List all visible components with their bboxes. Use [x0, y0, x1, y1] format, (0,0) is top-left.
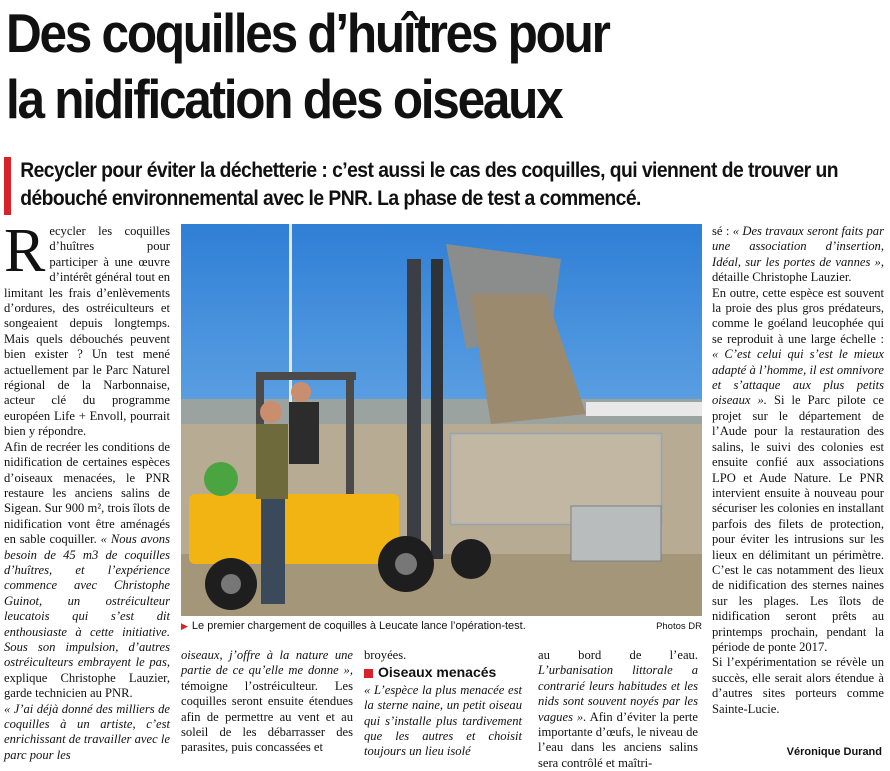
photo-caption — [181, 618, 702, 634]
column-5 — [712, 224, 884, 717]
col3-text: broyées. — [364, 648, 407, 662]
headline-line-1: Des coquilles d’huîtres pour — [6, 2, 609, 64]
col5-quote-2: « C’est celui qui s’est le mieux adapté à l’homme, il est omnivore et s’attaque aux plus petits oiseaux ». — [712, 347, 884, 408]
subhead-square-icon — [364, 669, 373, 678]
photo-forklift-shells — [181, 224, 702, 616]
col5-quote-1: « Des travaux seront faits par une association d’insertion, Idéal, sur les portes de vannes », — [712, 224, 884, 269]
col5-text-1: détaille Christophe Lauzier. — [712, 270, 852, 285]
col5-paragraph-3: Si l’expérimentation se révèle un succès, elle serait alors étendue à d’autres sites porteurs comme Sainte-Lucie. — [712, 655, 884, 716]
col5-paragraph-2: En outre, cette espèce est souvent la proie des plus gros prédateurs, comme le goéland leucophée qui se reproduit à une large échelle : — [712, 285, 884, 346]
column-3 — [364, 648, 522, 760]
column-2 — [181, 648, 353, 756]
column-4 — [538, 648, 698, 771]
col5-paragraph-2-end: Si le Parc pilote ce projet sur le département de l’Aude pour la restauration des salins, le suivi des colonies est ensuite confié aux associations LPO et Aude Nature. Le PNR intervient ensuite à nouveau pour sécuriser les colonies en installant parfois des filets de protection, pour éviter les intrusions sur les lieux en délimitant un périmètre. C’est le cas notamment des lieux de nidification des sternes naines sur les plages. Les îlots de nidification seront prêts au printemps prochain, pendant la période de ponte 2017. — [712, 393, 884, 654]
headline-line-2: la nidification des oiseaux — [6, 68, 562, 130]
subhead-text: Oiseaux menacés — [378, 664, 497, 681]
standfirst — [4, 157, 890, 215]
caption-marker-icon: ▶ — [181, 620, 188, 631]
col2-quote: oiseaux, j’offre à la nature une partie de ce qu’elle me donne », — [181, 648, 353, 678]
column-1 — [4, 217, 170, 763]
subhead — [364, 665, 522, 680]
caption-text: Le premier chargement de coquilles à Leucate lance l’opération-test. — [191, 620, 526, 632]
drop-cap: R — [4, 217, 46, 285]
col3-quote: « L’espèce la plus menacée est la sterne naine, un petit oiseau qui s’installe plus tardivement que les autres et choisit toujours un lieu isolé — [364, 682, 522, 759]
col2-text: témoigne l’ostréiculteur. Les coquilles seront ensuite étendues afin de permettre au vent et au soleil de les débarrasser des parasites, puis concassées et — [181, 678, 353, 755]
col5-start: sé : — [712, 224, 730, 238]
col1-paragraph-2: Afin de recréer les conditions de nidification de certaines espèces d’oiseaux menacées, le PNR restaure les anciens salins de Sigean. Sur 900 m², trois îlots de nidification vont être aménagés en sable coquiller. — [4, 439, 170, 547]
col4-text: Afin d’éviter la perte importante d’œufs, le niveau de l’eau dans les anciens salins sera contrôlé et maîtri- — [538, 709, 698, 770]
col4-text-start: au bord de l’eau. — [538, 648, 698, 662]
col1-quote-1: « Nous avons besoin de 45 m3 de coquilles d’huîtres, et l’expérience commence avec Christophe Guinot, un ostréiculteur leucatois qui s’est dit enthousiaste à cette initiative. Sous son impulsion, d’autres ostréiculteurs embrayent le pas, — [4, 532, 170, 670]
headline — [6, 0, 798, 132]
col1-paragraph-1: ecycler les coquilles d’huîtres pour participer à une œuvre d’intérêt général tout en limitant les frais d’enlèvements d’ordures, des ostréiculteurs et songeaient depuis longtemps. Mais quels débouchés peuvent bien exister ? Un test mené actuellement par le Parc Naturel régional de la Narbonnaise, acteur clé du programme européen Life + Envoll, pourrait bien y répondre. — [4, 224, 170, 439]
col4-quote: L’urbanisation littorale a contrarié leurs habitudes et les nids sont souvent noyés par les vagues ». — [538, 663, 698, 724]
col1-attribution: explique Christophe Lauzier, garde technicien au PNR. — [4, 670, 170, 701]
author-signature: Véronique Durand — [786, 746, 882, 758]
col1-quote-2: « J’ai déjà donné des milliers de coquilles à un artiste, c’est enrichissant de travailler avec le parc pour les — [4, 701, 170, 762]
standfirst-text: Recycler pour éviter la déchetterie : c’est aussi le cas des coquilles, qui viennent de trouver un débouché environnemental avec le PNR. La phase de test a commencé. — [20, 159, 838, 210]
photo-credit: Photos DR — [656, 620, 702, 632]
